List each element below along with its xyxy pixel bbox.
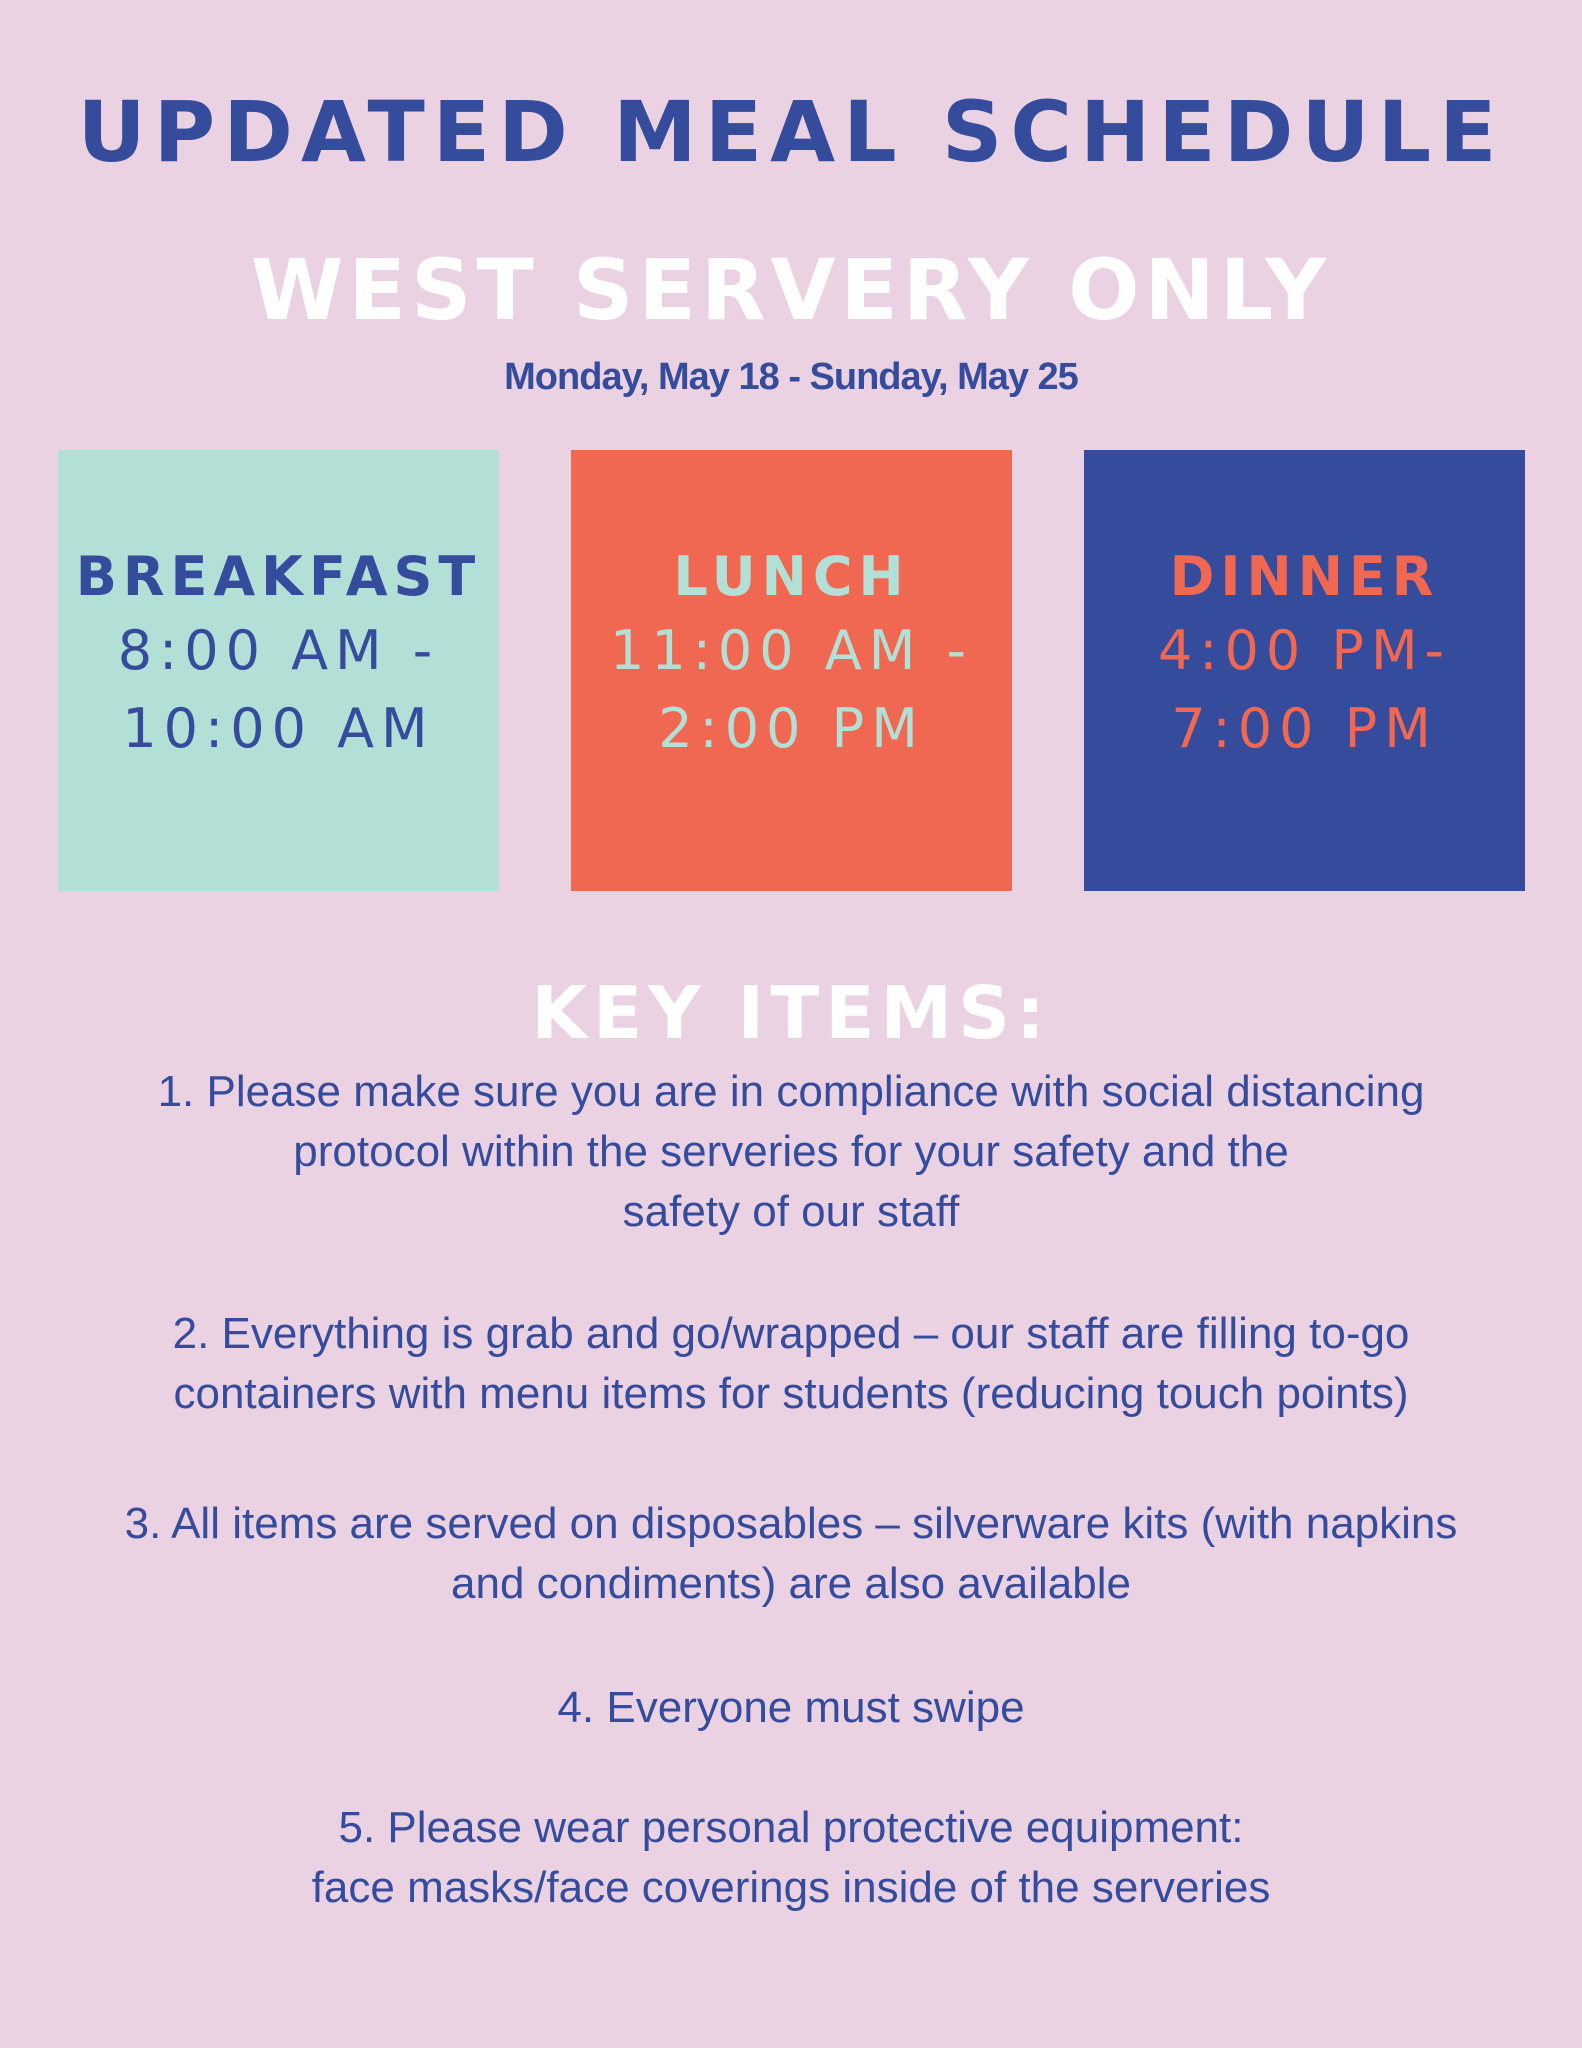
date-range: Monday, May 18 - Sunday, May 25	[504, 356, 1078, 398]
key-item-ppe: 5. Please wear personal protective equipment: face masks/face coverings inside of the serveries	[311, 1803, 1271, 1912]
key-item-swipe: 4. Everyone must swipe	[557, 1683, 1025, 1732]
key-item-grab-and-go: 2. Everything is grab and go/wrapped – our staff are filling to-go containers with menu items for students (reducing touch points)	[172, 1309, 1410, 1418]
key-item-social-distancing: 1. Please make sure you are in compliance with social distancing protocol within the serveries for your safety and the safety of our staff	[157, 1067, 1425, 1236]
breakfast-hours: 8:00 AM - 10:00 AM	[117, 619, 440, 760]
dinner-label: DINNER	[1169, 545, 1440, 608]
key-item-disposables: 3. All items are served on disposables – silverware kits (with napkins and condiments) are also available	[124, 1499, 1458, 1608]
breakfast-card	[58, 450, 499, 891]
lunch-label: LUNCH	[673, 545, 910, 608]
lunch-hours: 11:00 AM - 2:00 PM	[610, 619, 973, 760]
page-title: UPDATED MEAL SCHEDULE	[77, 83, 1505, 181]
breakfast-label: BREAKFAST	[75, 545, 482, 608]
dinner-hours: 4:00 PM- 7:00 PM	[1157, 619, 1452, 760]
location-subtitle: WEST SERVERY ONLY	[250, 241, 1332, 339]
key-items-heading: KEY ITEMS:	[531, 971, 1051, 1055]
lunch-card	[571, 450, 1012, 891]
dinner-card	[1084, 450, 1525, 891]
